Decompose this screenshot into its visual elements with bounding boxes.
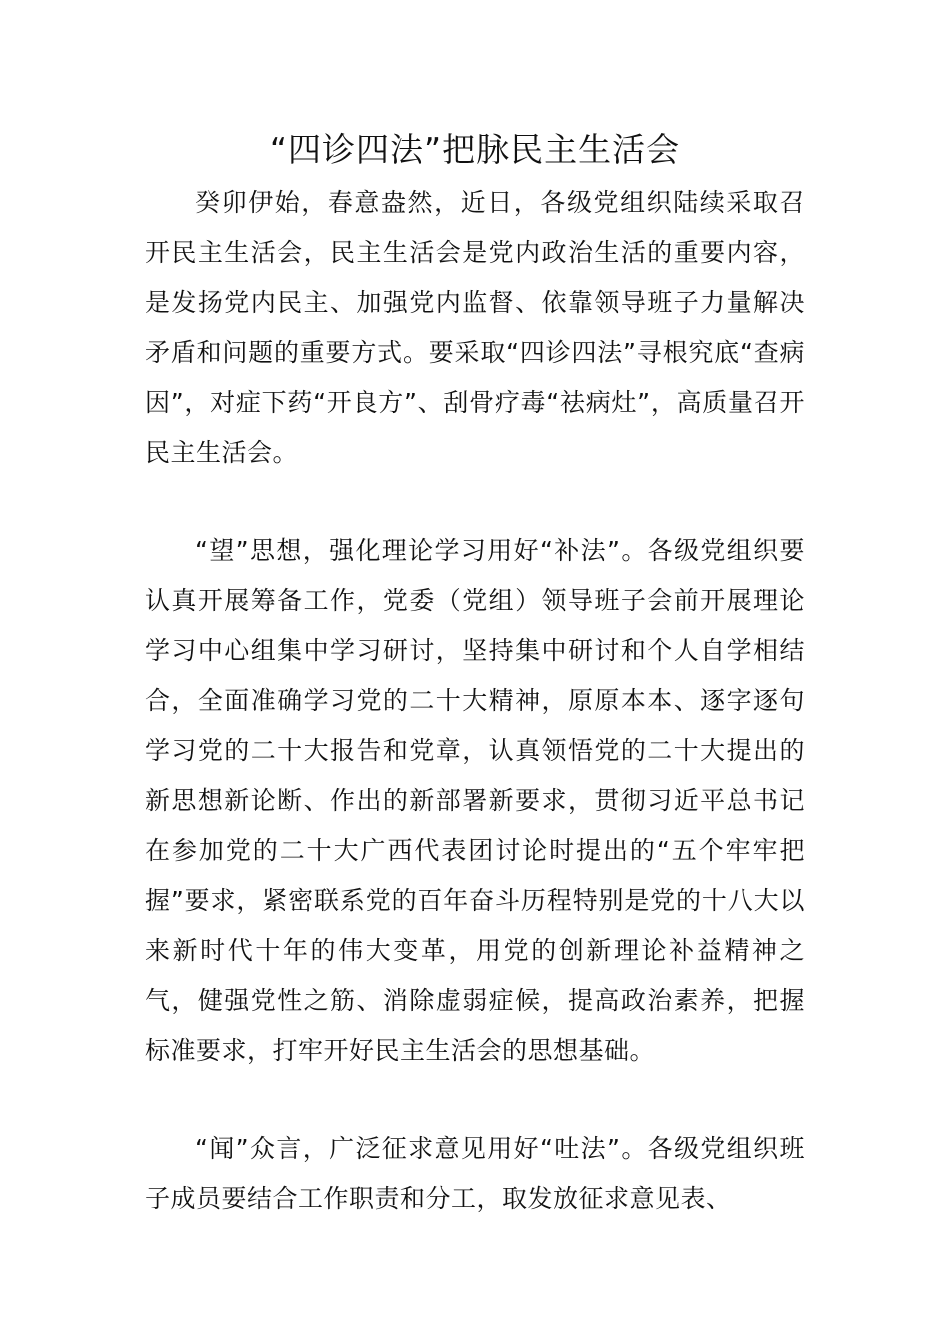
paragraph-wen: “闻”众言，广泛征求意见用好“吐法”。各级党组织班子成员要结合工作职责和分工，取发放征求意见表、 <box>145 1134 805 1213</box>
paragraph-intro: 癸卯伊始，春意盎然，近日，各级党组织陆续采取召开民主生活会，民主生活会是党内政治生活的重要内容，是发扬党内民主、加强党内监督、依靠领导班子力量解决矛盾和问题的重要方式。要采取“四诊四法”寻根究底“查病因”，对症下药“开良方”、刮骨疗毒“祛病灶”，高质量召开民主生活会。 <box>145 188 805 467</box>
paragraph-wang: “望”思想，强化理论学习用好“补法”。各级党组织要认真开展筹备工作，党委（党组）领导班子会前开展理论学习中心组集中学习研讨，坚持集中研讨和个人自学相结合，全面准确学习党的二十大精神，原原本本、逐字逐句学习党的二十大报告和党章，认真领悟党的二十大提出的新思想新论断、作出的新部署新要求，贯彻习近平总书记在参加党的二十大广西代表团讨论时提出的“五个牢牢把握”要求，紧密联系党的百年奋斗历程特别是党的十八大以来新时代十年的伟大变革，用党的创新理论补益精神之气，健强党性之筋、消除虚弱症候，提高政治素养，把握标准要求，打牢开好民主生活会的思想基础。 <box>145 536 805 1065</box>
document-title: “四诊四法”把脉民主生活会 <box>269 130 681 169</box>
